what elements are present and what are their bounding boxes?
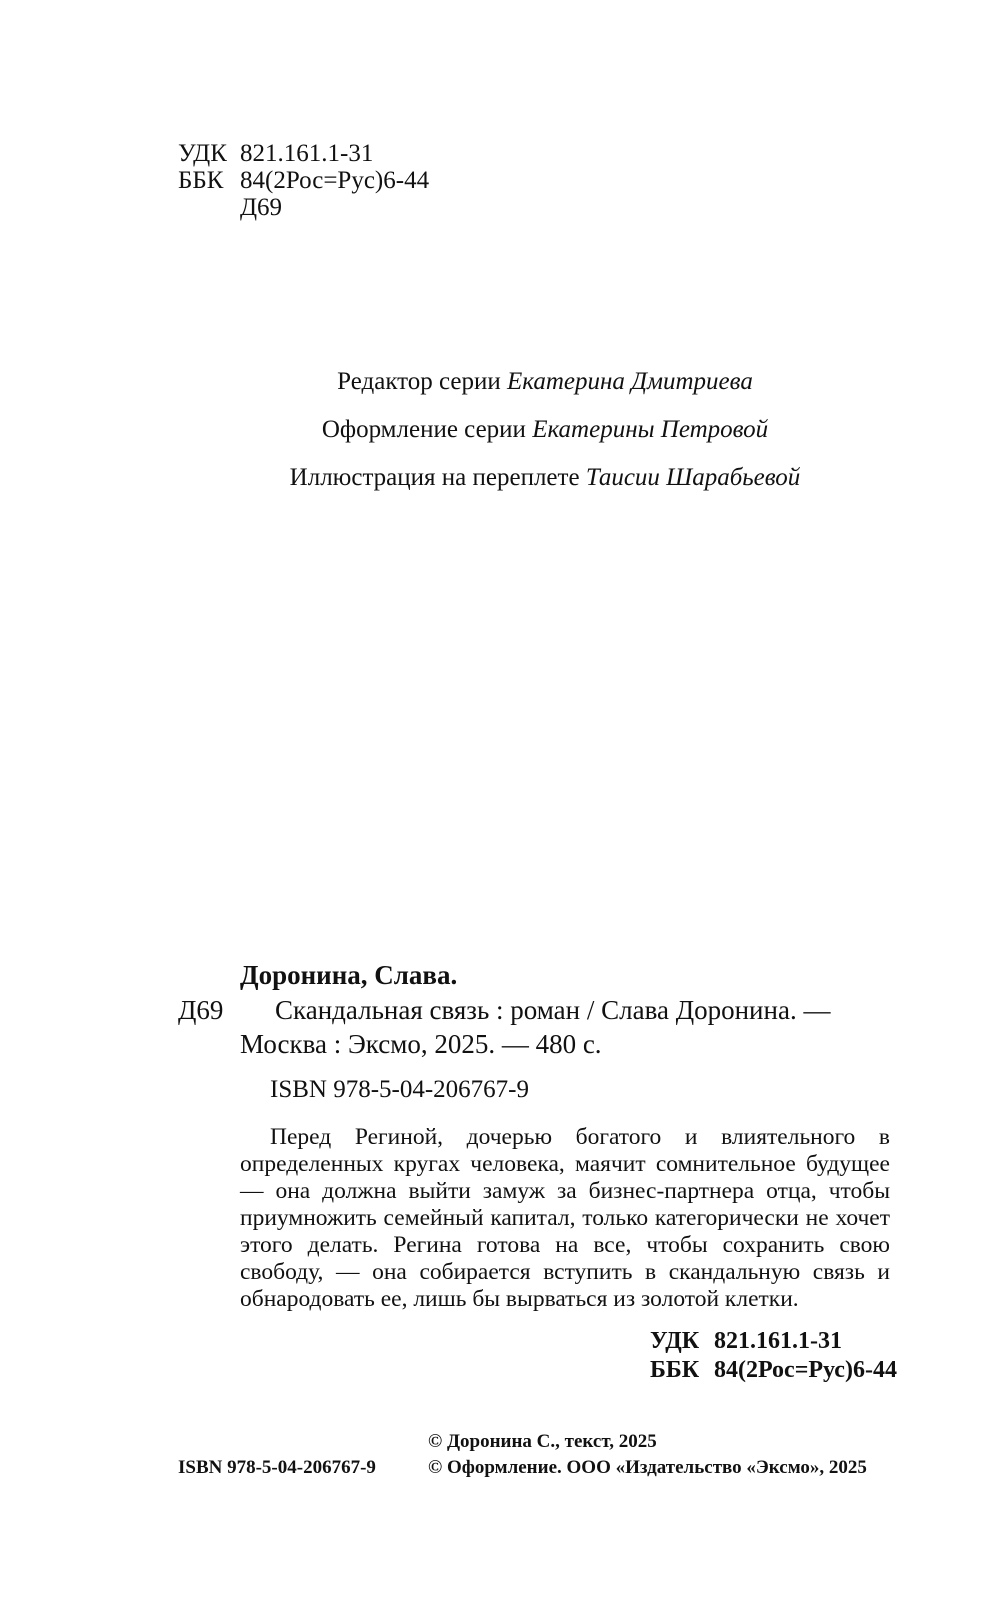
codes-bbk-line: [650, 1355, 897, 1385]
author-heading: Доронина, Слава.: [240, 960, 458, 990]
illustration-credit: [0, 464, 1000, 492]
annotation-text: Перед Региной, дочерью богатого и влиятельного в определенных кругах человека, маячит сомнительное будущее — она должна выйти замуж за бизнес-партнера отца, чтобы приумножить семейный капитал, только категорически не хочет этого делать. Регина готова на все, чтобы сохранить свою свободу, — она собирается вступить в скандальную связь и обнародовать ее, лишь бы вырваться из золотой клетки.: [240, 1124, 890, 1312]
bbk-label: ББК: [178, 167, 224, 194]
illustration-role: Иллюстрация на переплете: [289, 464, 586, 491]
copyright-text: © Доронина С., текст, 2025: [428, 1431, 657, 1452]
editor-name: Екатерина Дмитриева: [506, 368, 753, 395]
design-credit: [0, 416, 1000, 444]
codes-udk-value: 821.161.1-31: [714, 1328, 842, 1354]
annotation: [240, 1124, 890, 1313]
author-mark: Д69: [240, 194, 283, 221]
publication-line: Москва : Эксмо, 2025. — 480 с.: [240, 1029, 602, 1059]
udk-value: 821.161.1-31: [240, 140, 374, 167]
codes-bbk-label: ББК: [650, 1357, 700, 1383]
copyright-design: © Оформление. ООО «Издательство «Эксмо», 2025: [428, 1457, 867, 1478]
footer-isbn: ISBN 978-5-04-206767-9: [178, 1457, 376, 1478]
editor-role: Редактор серии: [337, 368, 507, 395]
design-name: Екатерины Петровой: [532, 416, 769, 443]
udk-label: УДК: [178, 140, 227, 167]
codes-udk-line: [650, 1326, 842, 1356]
codes-bbk-value: 84(2Рос=Рус)6-44: [714, 1357, 897, 1383]
codes-udk-label: УДК: [650, 1328, 700, 1354]
illustration-name: Таисии Шарабьевой: [585, 464, 801, 491]
record-mark: Д69: [178, 995, 224, 1025]
bbk-value: 84(2Рос=Рус)6-44: [240, 167, 430, 194]
editor-credit: [0, 368, 1000, 396]
isbn-line: ISBN 978-5-04-206767-9: [270, 1076, 530, 1103]
title-line: Скандальная связь : роман / Слава Доронина. —: [275, 995, 831, 1025]
design-role: Оформление серии: [321, 416, 533, 443]
bbk-line: [178, 167, 429, 195]
udk-line: [178, 140, 373, 168]
